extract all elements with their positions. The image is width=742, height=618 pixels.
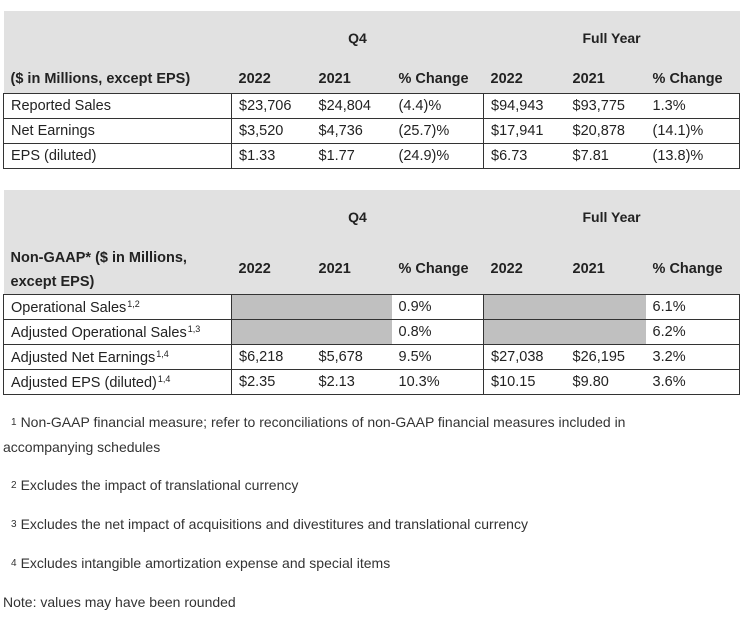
shaded-cell (312, 320, 392, 345)
shaded-cell (312, 295, 392, 320)
footnote-1: 1 Non-GAAP financial measure; refer to reconciliations of non-GAAP financial measures included in accompanying schedules (3, 414, 626, 455)
gaap-results-table (3, 11, 740, 169)
cell: $6.73 (484, 144, 566, 169)
cell: $6,218 (232, 345, 312, 370)
cell: 9.5% (392, 345, 484, 370)
cell: 0.9% (392, 295, 484, 320)
cell: $3,520 (232, 119, 312, 144)
cell: $26,195 (566, 345, 646, 370)
cell: $7.81 (566, 144, 646, 169)
shaded-cell (484, 295, 566, 320)
row-label: Reported Sales (4, 94, 232, 119)
table-row (4, 144, 740, 169)
table-column-header-row (4, 65, 740, 94)
cell: $9.80 (566, 370, 646, 395)
cell: 6.2% (646, 320, 740, 345)
cell: (13.8)% (646, 144, 740, 169)
cell: $24,804 (312, 94, 392, 119)
cell: (4.4)% (392, 94, 484, 119)
shaded-cell (232, 320, 312, 345)
shaded-cell (484, 320, 566, 345)
footnote-3: 3 Excludes the net impact of acquisitions and divestitures and translational currency (11, 516, 528, 532)
cell: $2.13 (312, 370, 392, 395)
cell: $5,678 (312, 345, 392, 370)
row-label: Adjusted Operational Sales$^{1,3}$ (4, 320, 232, 345)
table-group-header-row (4, 190, 740, 244)
table-row (4, 94, 740, 119)
table-row (4, 345, 740, 370)
cell: $2.35 (232, 370, 312, 395)
row-label: Adjusted EPS (diluted)$^{1,4}$ (4, 370, 232, 395)
footnote-2: 2 Excludes the impact of translational currency (11, 477, 299, 493)
row-label: Operational Sales$^{1,2}$ (4, 295, 232, 320)
cell: $94,943 (484, 94, 566, 119)
group-q4: Q4 (232, 11, 484, 65)
cell: $1.77 (312, 144, 392, 169)
cell: $93,775 (566, 94, 646, 119)
cell: 0.8% (392, 320, 484, 345)
non-gaap-results-table (3, 190, 740, 395)
cell: 1.3% (646, 94, 740, 119)
col-header: 2022 (232, 244, 312, 295)
shaded-cell (566, 320, 646, 345)
shaded-cell (566, 295, 646, 320)
shaded-cell (232, 295, 312, 320)
cell: $10.15 (484, 370, 566, 395)
table-row (4, 370, 740, 395)
col-header: % Change (646, 65, 740, 94)
col-header: 2021 (312, 65, 392, 94)
cell: 3.2% (646, 345, 740, 370)
table-column-header-row (4, 244, 740, 295)
cell: $27,038 (484, 345, 566, 370)
col-header: 2022 (484, 65, 566, 94)
col-header: 2021 (566, 65, 646, 94)
col-header: % Change (646, 244, 740, 295)
row-label: Net Earnings (4, 119, 232, 144)
cell: $17,941 (484, 119, 566, 144)
table-row (4, 119, 740, 144)
footnote-4: 4 Excludes intangible amortization expense and special items (11, 555, 391, 571)
cell: $4,736 (312, 119, 392, 144)
group-q4: Q4 (232, 190, 484, 244)
table-row (4, 295, 740, 320)
cell: 6.1% (646, 295, 740, 320)
row-label-header: ($ in Millions, except EPS) (4, 65, 232, 94)
col-header: 2022 (232, 65, 312, 94)
group-full-year: Full Year (484, 11, 740, 65)
rounding-note: Note: values may have been rounded (3, 594, 236, 610)
table-row (4, 320, 740, 345)
col-header: 2022 (484, 244, 566, 295)
row-label-header: Non-GAAP* ($ in Millions, except EPS) (4, 244, 232, 295)
row-label: EPS (diluted) (4, 144, 232, 169)
col-header: % Change (392, 244, 484, 295)
row-label: Adjusted Net Earnings$^{1,4}$ (4, 345, 232, 370)
cell: 10.3% (392, 370, 484, 395)
col-header: 2021 (566, 244, 646, 295)
cell: 3.6% (646, 370, 740, 395)
group-full-year: Full Year (484, 190, 740, 244)
cell: (14.1)% (646, 119, 740, 144)
cell: $1.33 (232, 144, 312, 169)
cell: $23,706 (232, 94, 312, 119)
cell: $20,878 (566, 119, 646, 144)
cell: (25.7)% (392, 119, 484, 144)
col-header: 2021 (312, 244, 392, 295)
col-header: % Change (392, 65, 484, 94)
cell: (24.9)% (392, 144, 484, 169)
table-group-header-row (4, 11, 740, 65)
